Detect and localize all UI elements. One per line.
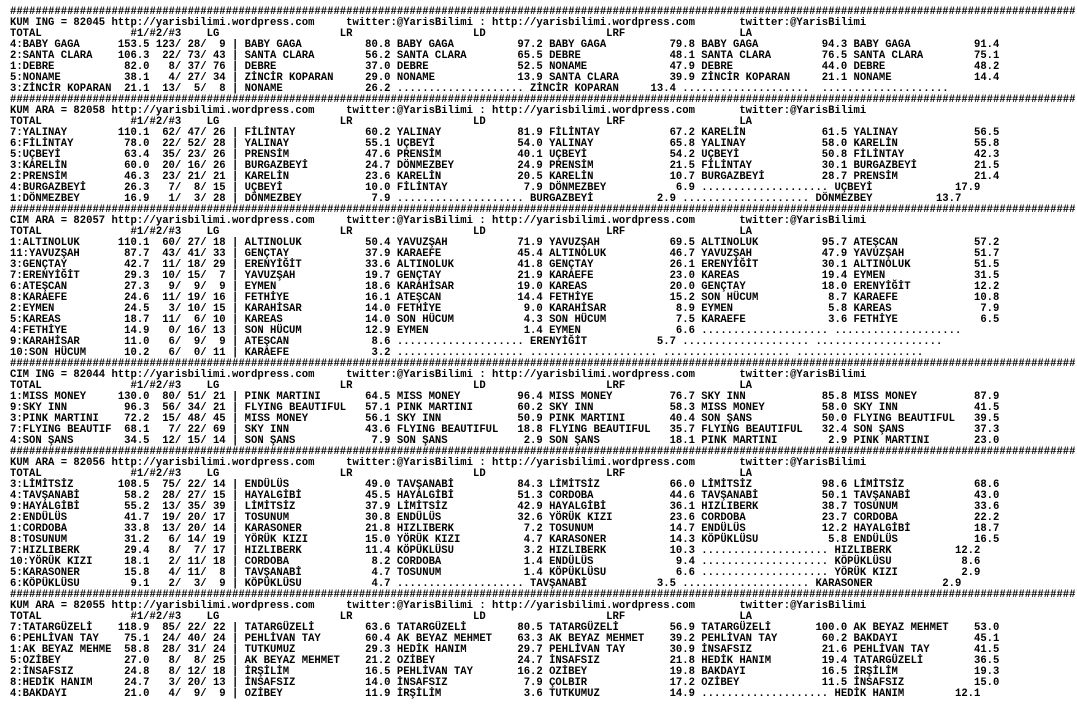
column-header-line: TOTAL #1/#2/#3 LG LR LD LRF LA [10,380,753,392]
separator-line: ######################################################################################################################################################################## [10,6,1076,18]
race-statistics-document [10,7,1075,700]
result-row: 7:FLYING BEAUTIF 68.1 7/ 22/ 69 | SKY INN 43.6 FLYING BEAUTIFUL 18.8 FLYING BEAUTIFUL 35.7 FLYING BEAUTIFUL 32.4 SON ŞANS 37.3 [10,424,1000,436]
result-row: 5:KAREAS 18.7 11/ 6/ 10 | KAREAS 14.0 SON HÜCUM 4.3 SON HÜCUM 7.5 KARAEFE 3.6 FETHİYE 6.5 [10,314,1000,326]
result-row: 4:BURGAZBEYİ 26.3 7/ 8/ 15 | UÇBEYİ 10.0 FİLİNTAY 7.9 DÖNMEZBEY 6.9 .................... UÇBEYİ 17.9 [10,182,981,194]
column-header-line: TOTAL #1/#2/#3 LG LR LD LRF LA [10,116,753,128]
result-row: 10:YÖRÜK KIZI 18.1 2/ 11/ 18 | CORDOBA 8.2 CORDOBA 1.4 ENDÜLÜS 9.4 .................... KÖPÜKLÜSU 8.6 [10,556,981,568]
race-header-line: KUM ARA = 82055 http://yarisbilimi.wordpress.com twitter:@YarisBilimi : http://yarisbilimi.wordpress.com twitter:@YarisBilimi [10,600,867,612]
race-header-line: CIM ING = 82044 http://yarisbilimi.wordpress.com twitter:@YarisBilimi : http://yarisbilimi.wordpress.com twitter:@YarisBilimi [10,369,867,381]
result-row: 7:HIZLIBERK 29.4 8/ 7/ 17 | HIZLIBERK 11.4 KÖPÜKLÜSU 3.2 HIZLIBERK 10.3 .................... HIZLIBERK 12.2 [10,545,981,557]
column-header-line: TOTAL #1/#2/#3 LG LR LD LRF LA [10,468,753,480]
result-row: 1:ALTINOLUK 110.1 60/ 27/ 18 | ALTINOLUK 50.4 YAVUZŞAH 71.9 YAVUZŞAH 69.5 ALTINOLUK 95.7 ATEŞCAN 57.2 [10,237,1000,249]
result-row: 3:GENÇTAY 42.7 11/ 18/ 29 | ERENYİĞİT 33.6 ALTINOLUK 41.8 GENÇTAY 26.1 ERENYİĞİT 30.1 ALTINOLUK 51.5 [10,259,1000,271]
result-row: 6:KÖPÜKLÜSU 9.1 2/ 3/ 9 | KÖPÜKLÜSU 4.7 .................... TAVŞANABİ 3.5 .................... KARASONER 2.9 [10,578,962,590]
result-row: 2:ENDÜLÜS 41.7 19/ 20/ 17 | TOSUNUM 30.8 ENDÜLÜS 32.6 YÖRÜK KIZI 23.6 CORDOBA 23.7 CORDOBA 22.2 [10,512,1000,524]
result-row: 8:KARAEFE 24.6 11/ 19/ 16 | FETHİYE 16.1 ATEŞCAN 14.4 FETHİYE 15.2 SON HÜCUM 8.7 KARAEFE 10.8 [10,292,1000,304]
result-row: 4:BAKDAYI 21.0 4/ 9/ 9 | OZİBEY 11.9 İRŞİLİM 3.6 TUTKUMUZ 14.9 .................... HEDİK HANIM 12.1 [10,688,981,700]
column-header-line: TOTAL #1/#2/#3 LG LR LD LRF LA [10,28,753,40]
result-row: 8:TOSUNUM 31.2 6/ 14/ 19 | YÖRÜK KIZI 15.0 YÖRÜK KIZI 4.7 KARASONER 14.3 KÖPÜKLÜSU 5.8 ENDÜLÜS 16.5 [10,534,1000,546]
result-row: 6:PEHLİVAN TAY 75.1 24/ 40/ 24 | PEHLİVAN TAY 60.4 AK BEYAZ MEHMET 63.3 AK BEYAZ MEHMET 39.2 PEHLİVAN TAY 60.2 BAKDAYI 45.1 [10,633,1000,645]
result-row: 3:LİMİTSİZ 108.5 75/ 22/ 14 | ENDÜLÜS 49.0 TAVŞANABİ 84.3 LİMİTSİZ 66.0 LİMİTSİZ 98.6 LİMİTSİZ 68.6 [10,479,1000,491]
result-row: 1:DEBRE 82.0 8/ 37/ 76 | DEBRE 37.0 DEBRE 52.5 NONAME 47.9 DEBRE 44.0 DEBRE 48.2 [10,61,1000,73]
result-row: 5:NONAME 38.1 4/ 27/ 34 | ZİNCİR KOPARAN 29.0 NONAME 13.9 SANTA CLARA 39.9 ZİNCİR KOPARAN 21.1 NONAME 14.4 [10,72,1000,84]
column-header-line: TOTAL #1/#2/#3 LG LR LD LRF LA [10,611,753,623]
result-row: 1:AK BEYAZ MEHME 58.8 28/ 31/ 24 | TUTKUMUZ 29.3 HEDİK HANIM 29.7 PEHLİVAN TAY 30.9 İNSAFSIZ 21.6 PEHLİVAN TAY 41.5 [10,644,1000,656]
result-row: 9:KARAHİSAR 11.0 6/ 9/ 9 | ATEŞCAN 8.6 .................... ERENYİĞİT 5.7 .................... .................... [10,336,943,348]
result-row: 8:HEDİK HANIM 24.7 3/ 20/ 13 | İNSAFSIZ 14.0 İNSAFSIZ 7.9 ÇOLBIR 17.2 OZİBEY 11.5 İNSAFSIZ 15.0 [10,677,1000,689]
race-header-line: CIM ARA = 82057 http://yarisbilimi.wordpress.com twitter:@YarisBilimi : http://yarisbilimi.wordpress.com twitter:@YarisBilimi [10,215,867,227]
result-row: 2:İNSAFSIZ 24.8 8/ 12/ 18 | İRŞİLİM 16.5 PEHLİVAN TAY 16.2 OZİBEY 19.8 BAKDAYI 16.5 İRŞİLİM 19.3 [10,666,1000,678]
result-row: 3:ZİNCİR KOPARAN 21.1 13/ 5/ 8 | NONAME 26.2 .................... ZİNCİR KOPARAN 13.4 .................... .................... [10,83,949,95]
separator-line: ######################################################################################################################################################################## [10,94,1076,106]
result-row: 3:PINK MARTINI 72.2 15/ 48/ 45 | MISS MONEY 56.1 SKY INN 50.9 PINK MARTINI 40.4 SON ŞANS 50.0 FLYING BEAUTIFUL 39.5 [10,413,1000,425]
result-row: 5:UÇBEYİ 63.4 35/ 23/ 26 | PRENSİM 47.6 PRENSİM 40.1 UÇBEYİ 54.2 UÇBEYİ 50.8 FİLİNTAY 42.3 [10,149,1000,161]
separator-line: ######################################################################################################################################################################## [10,589,1076,601]
result-row: 4:SON ŞANS 34.5 12/ 15/ 14 | SON ŞANS 7.9 SON ŞANS 2.9 SON ŞANS 18.1 PINK MARTINI 2.9 PINK MARTINI 23.0 [10,435,1000,447]
result-row: 10:SON HÜCUM 10.2 6/ 0/ 11 | KARAEFE 3.2 .................... .................... .................... .................... [10,347,924,359]
result-row: 3:KARELİN 60.0 20/ 16/ 26 | BURGAZBEYİ 24.7 DÖNMEZBEY 24.9 PRENSİM 21.5 FİLİNTAY 30.1 BURGAZBEYİ 21.5 [10,160,1000,172]
result-row: 4:TAVŞANABİ 58.2 28/ 27/ 15 | HAYALGİBİ 45.5 HAYALGİBİ 51.3 CORDOBA 44.6 TAVŞANABİ 50.1 TAVŞANABİ 43.0 [10,490,1000,502]
result-row: 2:PRENSİM 46.3 23/ 21/ 21 | KARELİN 23.6 KARELİN 20.5 KARELİN 10.7 BURGAZBEYİ 28.7 PRENSİM 21.4 [10,171,1000,183]
separator-line: ######################################################################################################################################################################## [10,358,1076,370]
result-row: 2:EYMEN 24.5 3/ 10/ 15 | KARAHİSAR 14.0 FETHİYE 9.0 KARAHİSAR 8.9 EYMEN 5.8 KAREAS 7.9 [10,303,1000,315]
column-header-line: TOTAL #1/#2/#3 LG LR LD LRF LA [10,226,753,238]
race-header-line: KUM ING = 82045 http://yarisbilimi.wordpress.com twitter:@YarisBilimi : http://yarisbilimi.wordpress.com twitter:@YarisBilimi [10,17,867,29]
result-row: 11:YAVUZŞAH 87.7 43/ 41/ 33 | GENÇTAY 37.9 KARAEFE 45.4 ALTINOLUK 46.7 YAVUZŞAH 47.9 YAVUZŞAH 51.7 [10,248,1000,260]
result-row: 4:FETHİYE 14.9 0/ 16/ 13 | SON HÜCUM 12.9 EYMEN 1.4 EYMEN 6.6 .................... .................... [10,325,962,337]
result-row: 7:ERENYİĞİT 29.3 10/ 15/ 7 | YAVUZŞAH 19.7 GENÇTAY 21.9 KARAEFE 23.0 KAREAS 19.4 EYMEN 31.5 [10,270,1000,282]
separator-line: ######################################################################################################################################################################## [10,204,1076,216]
result-row: 9:SKY INN 96.3 56/ 34/ 21 | FLYING BEAUTIFUL 57.1 PINK MARTINI 60.2 SKY INN 58.3 MISS MONEY 58.0 SKY INN 41.5 [10,402,1000,414]
race-header-line: KUM ARA = 82056 http://yarisbilimi.wordpress.com twitter:@YarisBilimi : http://yarisbilimi.wordpress.com twitter:@YarisBilimi [10,457,867,469]
result-row: 6:FİLİNTAY 78.0 22/ 52/ 28 | YALINAY 55.1 UÇBEYİ 54.0 YALINAY 65.8 YALINAY 58.0 KARELİN 55.8 [10,138,1000,150]
result-row: 5:KARASONER 15.8 4/ 11/ 8 | TAVŞANABİ 4.7 TOSUNUM 1.4 KÖPÜKLÜSU 6.6 .................... YÖRÜK KIZI 2.9 [10,567,981,579]
result-row: 2:SANTA CLARA 106.3 22/ 73/ 43 | SANTA CLARA 56.2 SANTA CLARA 65.5 DEBRE 48.1 SANTA CLARA 76.5 SANTA CLARA 75.1 [10,50,1000,62]
result-row: 1:MISS MONEY 130.0 80/ 51/ 21 | PINK MARTINI 64.5 MISS MONEY 96.4 MISS MONEY 76.7 SKY INN 85.8 MISS MONEY 87.9 [10,391,1000,403]
separator-line: ######################################################################################################################################################################## [10,446,1076,458]
result-row: 7:YALINAY 110.1 62/ 47/ 26 | FİLİNTAY 60.2 YALINAY 81.9 FİLİNTAY 67.2 KARELİN 61.5 YALINAY 56.5 [10,127,1000,139]
result-row: 4:BABY GAGA 153.5 123/ 28/ 9 | BABY GAGA 80.8 BABY GAGA 97.2 BABY GAGA 79.8 BABY GAGA 94.3 BABY GAGA 91.4 [10,39,1000,51]
result-row: 6:ATEŞCAN 27.3 9/ 9/ 9 | EYMEN 18.6 KARAHİSAR 19.0 KAREAS 20.0 GENÇTAY 18.0 ERENYİĞİT 12.2 [10,281,1000,293]
race-header-line: KUM ARA = 82058 http://yarisbilimi.wordpress.com twitter:@YarisBilimi : http://yarisbilimi.wordpress.com twitter:@YarisBilimi [10,105,867,117]
result-row: 1:DÖNMEZBEY 16.9 1/ 3/ 28 | DÖNMEZBEY 7.9 .................... BURGAZBEYİ 2.9 .................... DÖNMEZBEY 13.7 [10,193,962,205]
result-row: 7:TATARGÜZELİ 118.9 85/ 22/ 22 | TATARGÜZELİ 63.6 TATARGÜZELİ 80.5 TATARGÜZELİ 56.9 TATARGÜZELİ 100.0 AK BEYAZ MEHMET 53.0 [10,622,1000,634]
result-row: 5:OZİBEY 27.0 8/ 8/ 25 | AK BEYAZ MEHMET 21.2 OZİBEY 24.7 İNSAFSIZ 21.8 HEDİK HANIM 19.4 TATARGÜZELİ 36.5 [10,655,1000,667]
result-row: 9:HAYALGİBİ 55.2 13/ 35/ 39 | LİMİTSİZ 37.9 LİMİTSİZ 42.9 HAYALGİBİ 36.1 HIZLIBERK 38.7 TOSUNUM 33.6 [10,501,1000,513]
result-row: 1:CORDOBA 33.8 13/ 20/ 14 | KARASONER 21.8 HIZLIBERK 7.2 TOSUNUM 14.7 ENDÜLÜS 12.2 HAYALGİBİ 18.7 [10,523,1000,535]
